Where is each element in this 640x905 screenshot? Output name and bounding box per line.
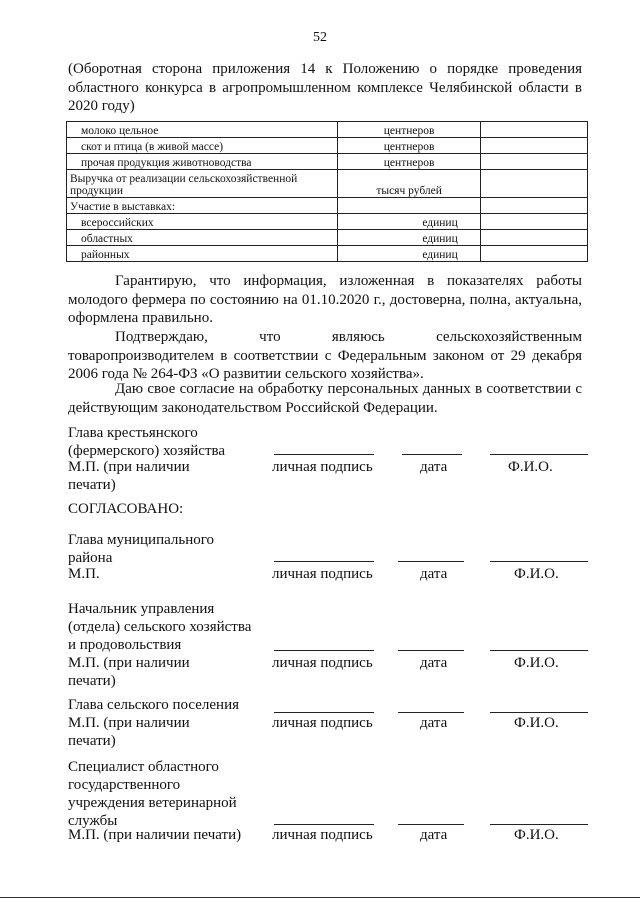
- table-row: [67, 230, 588, 246]
- row-unit: центнеров: [338, 154, 480, 170]
- signature-line: [274, 824, 374, 825]
- stamp-note: М.П. (при наличии печати): [68, 827, 242, 843]
- table-row: [67, 122, 588, 138]
- date-label: дата: [420, 655, 448, 671]
- fio-label: Ф.И.О.: [514, 827, 559, 843]
- table-row: [67, 214, 588, 230]
- fio-line: [490, 561, 588, 562]
- row-value: [480, 214, 587, 230]
- signature-line: [274, 650, 374, 651]
- date-line: [398, 824, 464, 825]
- row-unit: единиц: [338, 246, 480, 262]
- row-unit: единиц: [338, 214, 480, 230]
- row-value: [480, 198, 587, 214]
- fio-line: [490, 650, 588, 651]
- row-label: всероссийских: [67, 214, 338, 230]
- row-unit: центнеров: [338, 138, 480, 154]
- row-unit: единиц: [338, 230, 480, 246]
- bottom-rule: [0, 897, 640, 898]
- row-value: [480, 122, 587, 138]
- row-label: областных: [67, 230, 338, 246]
- fio-label: Ф.И.О.: [514, 655, 559, 671]
- row-unit: центнеров: [338, 122, 480, 138]
- stamp-note: М.П. (при наличии печати): [68, 715, 190, 749]
- row-label: скот и птица (в живой массе): [67, 138, 338, 154]
- row-unit: [338, 198, 480, 214]
- fio-label: Ф.И.О.: [514, 715, 559, 731]
- row-label: районных: [67, 246, 338, 262]
- signature-block-head-farm: [68, 424, 588, 494]
- signatory-role: Глава муниципального района: [68, 532, 215, 566]
- stamp-note: М.П. (при наличии печати): [68, 655, 190, 689]
- header-note: (Оборотная сторона приложения 14 к Положению о порядке проведения областного конкурса в агропромышленном комплексе Челябинской области в 2020 году): [68, 61, 582, 114]
- date-label: дата: [420, 715, 448, 731]
- confirm-paragraph: Подтверждаю, что являюсь сельскохозяйственным товаропроизводителем в соответствии с Федеральным законом от 29 декабря 2006 года № 264-ФЗ «О развитии сельского хозяйства».: [68, 329, 582, 382]
- signatory-role: Начальник управления (отдела) сельского хозяйства и продовольствия: [68, 601, 252, 653]
- row-unit: тысяч рублей: [338, 170, 480, 198]
- fio-line: [490, 824, 588, 825]
- signature-line: [274, 454, 374, 455]
- row-label: Участие в выставках:: [67, 198, 338, 214]
- row-label: Выручка от реализации сельскохозяйственной продукции: [67, 170, 338, 198]
- date-label: дата: [420, 566, 448, 582]
- date-line: [398, 561, 464, 562]
- agreed-heading: СОГЛАСОВАНО:: [68, 501, 184, 517]
- stamp-note: М.П. (при наличии печати): [68, 459, 190, 493]
- date-label: дата: [420, 459, 448, 475]
- page-number: 52: [313, 30, 327, 45]
- date-line: [398, 650, 464, 651]
- fio-line: [490, 712, 588, 713]
- fio-label: Ф.И.О.: [514, 566, 559, 582]
- signature-block-head-municipal: [68, 531, 588, 585]
- row-value: [480, 170, 587, 198]
- fio-label: Ф.И.О.: [508, 459, 553, 475]
- table-row: [67, 198, 588, 214]
- row-value: [480, 246, 587, 262]
- row-value: [480, 230, 587, 246]
- signature-label: личная подпись: [272, 827, 373, 843]
- signature-label: личная подпись: [272, 655, 373, 671]
- fio-line: [490, 454, 588, 455]
- signatory-role: Специалист областного государственного учреждения ветеринарной службы: [68, 759, 237, 829]
- signature-line: [274, 561, 374, 562]
- date-line: [398, 712, 464, 713]
- signature-label: личная подпись: [272, 459, 373, 475]
- row-value: [480, 154, 587, 170]
- metrics-table: [66, 121, 588, 262]
- signature-block-head-rural: [68, 696, 588, 752]
- signature-block-head-agri-dept: [68, 600, 588, 690]
- guarantee-paragraph: Гарантирую, что информация, изложенная в показателях работы молодого фермера по состоянию на 01.10.2020 г., достоверна, полна, актуальна, оформлена правильно.: [68, 273, 582, 326]
- table-row: [67, 138, 588, 154]
- signatory-role: Глава сельского поселения: [68, 697, 240, 713]
- row-label: молоко цельное: [67, 122, 338, 138]
- signature-label: личная подпись: [272, 715, 373, 731]
- date-line: [402, 454, 462, 455]
- stamp-note: М.П.: [68, 566, 100, 582]
- table-row: [67, 170, 588, 198]
- signature-label: личная подпись: [272, 566, 373, 582]
- table-row: [67, 246, 588, 262]
- consent-paragraph: Даю свое согласие на обработку персональных данных в соответствии с действующим законодательством Российской Федерации.: [68, 381, 582, 416]
- signatory-role: Глава крестьянского (фермерского) хозяйства: [68, 425, 226, 459]
- signature-line: [274, 712, 374, 713]
- table-row: [67, 154, 588, 170]
- row-label: прочая продукция животноводства: [67, 154, 338, 170]
- signature-block-vet-specialist: [68, 758, 588, 850]
- date-label: дата: [420, 827, 448, 843]
- row-value: [480, 138, 587, 154]
